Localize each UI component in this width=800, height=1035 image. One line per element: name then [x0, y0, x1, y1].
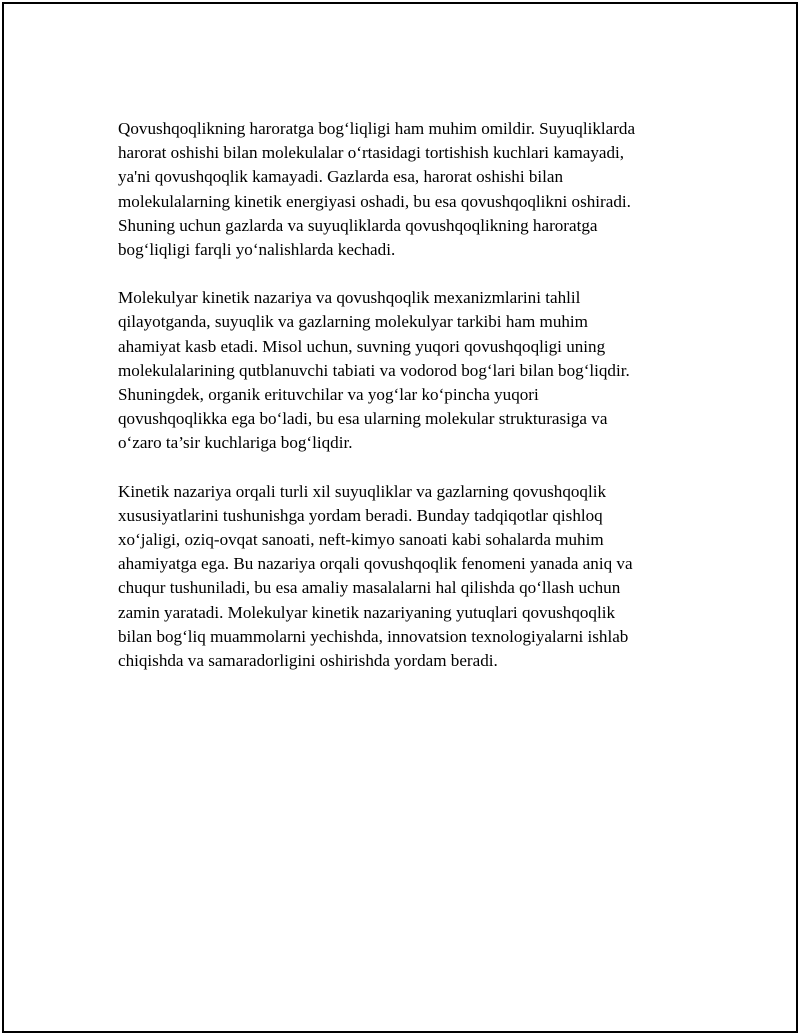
paragraph-viscosity-temperature: Qovushqoqlikning haroratga bog‘liqligi ham muhim omildir. Suyuqliklarda harorat oshishi bilan molekulalar o‘rtasidagi tortishish kuchlari kamayadi, ya'ni qovushqoqlik kamayadi. Gazlarda esa, harorat oshishi bilan molekulalarning kinetik energiyasi oshadi, bu esa qovushqoqlikni oshiradi. Shuning uchun gazlarda va suyuqliklarda qovushqoqlikning haroratga bog‘liqligi farqli yo‘nalishlarda kechadi.	[118, 119, 636, 260]
paragraph-kinetic-theory-applications: Kinetik nazariya orqali turli xil suyuqliklar va gazlarning qovushqoqlik xususiyatlarini tushunishga yordam beradi. Bunday tadqiqotlar qishloq xo‘jaligi, oziq-ovqat sanoati, neft-kimyo sanoati kabi sohalarda muhim ahamiyatga ega. Bu nazariya orqali qovushqoqlik fenomeni yanada aniq va chuqur tushuniladi, bu esa amaliy masalalarni hal qilishda qo‘llash uchun zamin yaratadi. Molekulyar kinetik nazariyaning yutuqlari qovushqoqlik bilan bog‘liq muammolarni yechishda, innovatsion texnologiyalarni ishlab chiqishda va samaradorligini oshirishda yordam beradi.	[118, 481, 633, 671]
paragraph-molecular-composition: Molekulyar kinetik nazariya va qovushqoqlik mexanizmlarini tahlil qilayotganda, suyuqlik va gazlarning molekulyar tarkibi ham muhim ahamiyat kasb etadi. Misol uchun, suvning yuqori qovushqoqligi uning molekulalarining qutblanuvchi tabiati va vodorod bog‘lari bilan bog‘liqdir. Shuningdek, organik erituvchilar va yog‘lar ko‘pincha yuqori qovushqoqlikka ega bo‘ladi, bu esa ularning molekular strukturasiga va o‘zaro ta’sir kuchlariga bog‘liqdir.	[118, 288, 630, 453]
document-body	[118, 117, 688, 697]
